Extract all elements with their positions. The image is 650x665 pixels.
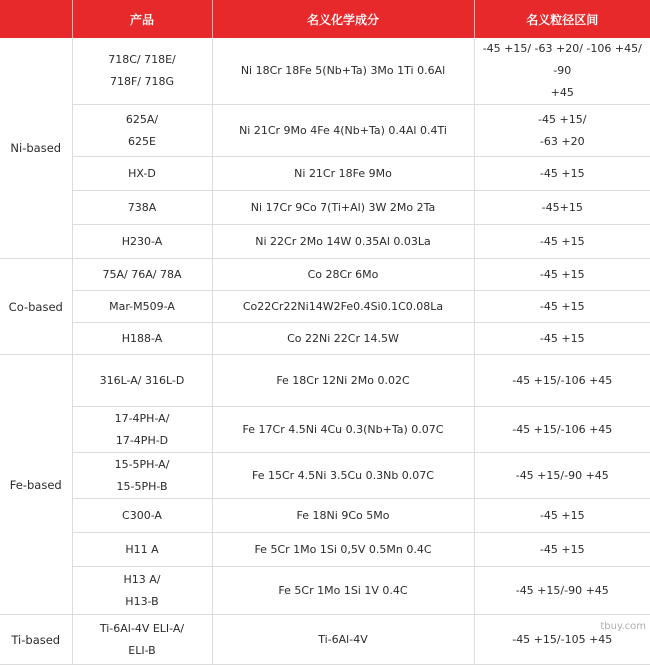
product-cell-line: ELI-B <box>77 640 208 662</box>
composition-cell: Co22Cr22Ni14W2Fe0.4Si0.1C0.08La <box>212 291 474 323</box>
table-row <box>0 291 650 323</box>
table-row <box>0 499 650 533</box>
composition-cell: Co 28Cr 6Mo <box>212 259 474 291</box>
product-cell <box>72 225 212 259</box>
size-range-cell <box>474 157 650 191</box>
composition-cell: Fe 17Cr 4.5Ni 4Cu 0.3(Nb+Ta) 0.07C <box>212 407 474 453</box>
size-range-cell-line: -45 +15/-106 +45 <box>479 419 647 441</box>
product-cell <box>72 533 212 567</box>
table-row <box>0 225 650 259</box>
size-range-cell-line: -63 +20 <box>479 131 647 153</box>
size-range-cell <box>474 533 650 567</box>
table-body <box>0 38 650 665</box>
table-row <box>0 259 650 291</box>
size-range-cell-line: -45 +15/-106 +45 <box>479 370 647 392</box>
size-range-cell <box>474 323 650 355</box>
product-cell-line: Mar-M509-A <box>77 296 208 318</box>
product-cell <box>72 615 212 665</box>
size-range-cell-line: -45 +15/ <box>479 109 647 131</box>
watermark: tbuy.com <box>600 621 646 632</box>
header-size-range: 名义粒径区间 <box>474 0 650 38</box>
product-cell-line: H11 A <box>77 539 208 561</box>
size-range-cell-line: -45 +15 <box>479 539 647 561</box>
group-label: Ti-based <box>0 615 72 665</box>
product-cell <box>72 191 212 225</box>
table-row <box>0 355 650 407</box>
product-cell-line: 15-5PH-B <box>77 476 208 498</box>
group-label: Co-based <box>0 259 72 355</box>
composition-cell: Ni 21Cr 18Fe 9Mo <box>212 157 474 191</box>
product-cell <box>72 567 212 615</box>
product-cell-line: 15-5PH-A/ <box>77 454 208 476</box>
composition-cell: Ni 22Cr 2Mo 14W 0.35Al 0.03La <box>212 225 474 259</box>
table-row <box>0 407 650 453</box>
product-cell-line: 17-4PH-A/ <box>77 408 208 430</box>
product-cell-line: 718C/ 718E/ <box>77 49 208 71</box>
product-cell-line: H13 A/ <box>77 569 208 591</box>
composition-cell: Ni 21Cr 9Mo 4Fe 4(Nb+Ta) 0.4Al 0.4Ti <box>212 105 474 157</box>
composition-cell: Ni 17Cr 9Co 7(Ti+Al) 3W 2Mo 2Ta <box>212 191 474 225</box>
product-cell <box>72 157 212 191</box>
group-label: Ni-based <box>0 38 72 259</box>
size-range-cell <box>474 191 650 225</box>
product-cell-line: H13-B <box>77 591 208 613</box>
product-cell-line: 625E <box>77 131 208 153</box>
table-row <box>0 567 650 615</box>
size-range-cell-line: -45 +15 <box>479 231 647 253</box>
table-row <box>0 38 650 105</box>
product-cell <box>72 499 212 533</box>
size-range-cell-line: -45 +15 <box>479 505 647 527</box>
table-row <box>0 323 650 355</box>
size-range-cell <box>474 453 650 499</box>
size-range-cell <box>474 225 650 259</box>
size-range-cell <box>474 291 650 323</box>
table-row <box>0 105 650 157</box>
product-cell-line: 625A/ <box>77 109 208 131</box>
product-cell <box>72 323 212 355</box>
product-cell <box>72 453 212 499</box>
product-cell-line: 316L-A/ 316L-D <box>77 370 208 392</box>
size-range-cell <box>474 259 650 291</box>
size-range-cell <box>474 355 650 407</box>
size-range-cell-line: -45 +15/-90 +45 <box>479 580 647 602</box>
table-row <box>0 453 650 499</box>
composition-cell: Ni 18Cr 18Fe 5(Nb+Ta) 3Mo 1Ti 0.6Al <box>212 38 474 105</box>
product-cell <box>72 105 212 157</box>
composition-cell: Fe 15Cr 4.5Ni 3.5Cu 0.3Nb 0.07C <box>212 453 474 499</box>
product-cell-line: 75A/ 76A/ 78A <box>77 264 208 286</box>
product-cell-line: 718F/ 718G <box>77 71 208 93</box>
size-range-cell <box>474 105 650 157</box>
header-blank <box>0 0 72 38</box>
size-range-cell <box>474 407 650 453</box>
product-cell-line: HX-D <box>77 163 208 185</box>
header-product: 产品 <box>72 0 212 38</box>
size-range-cell-line: -45 +15/-105 +45 <box>479 629 647 651</box>
product-cell <box>72 407 212 453</box>
size-range-cell-line: +45 <box>479 82 647 104</box>
composition-cell: Fe 18Ni 9Co 5Mo <box>212 499 474 533</box>
product-cell <box>72 291 212 323</box>
composition-cell: Ti-6Al-4V <box>212 615 474 665</box>
product-cell-line: 738A <box>77 197 208 219</box>
header-row <box>0 0 650 38</box>
product-cell <box>72 38 212 105</box>
size-range-cell-line: -45 +15/-90 +45 <box>479 465 647 487</box>
product-cell <box>72 355 212 407</box>
group-label: Fe-based <box>0 355 72 615</box>
product-cell <box>72 259 212 291</box>
size-range-cell <box>474 499 650 533</box>
composition-cell: Fe 18Cr 12Ni 2Mo 0.02C <box>212 355 474 407</box>
size-range-cell-line: -45 +15 <box>479 296 647 318</box>
product-cell-line: H230-A <box>77 231 208 253</box>
size-range-cell <box>474 38 650 105</box>
table-row <box>0 615 650 665</box>
product-cell-line: H188-A <box>77 328 208 350</box>
size-range-cell-line: -45 +15 <box>479 264 647 286</box>
product-cell-line: C300-A <box>77 505 208 527</box>
table-row <box>0 533 650 567</box>
size-range-cell <box>474 567 650 615</box>
table-row <box>0 157 650 191</box>
table-row <box>0 191 650 225</box>
product-cell-line: 17-4PH-D <box>77 430 208 452</box>
size-range-cell-line: -45+15 <box>479 197 647 219</box>
size-range-cell-line: -45 +15/ -63 +20/ -106 +45/ -90 <box>479 38 647 82</box>
size-range-cell-line: -45 +15 <box>479 328 647 350</box>
product-cell-line: Ti-6Al-4V ELI-A/ <box>77 618 208 640</box>
composition-cell: Fe 5Cr 1Mo 1Si 1V 0.4C <box>212 567 474 615</box>
header-composition: 名义化学成分 <box>212 0 474 38</box>
composition-cell: Fe 5Cr 1Mo 1Si 0,5V 0.5Mn 0.4C <box>212 533 474 567</box>
composition-cell: Co 22Ni 22Cr 14.5W <box>212 323 474 355</box>
size-range-cell-line: -45 +15 <box>479 163 647 185</box>
